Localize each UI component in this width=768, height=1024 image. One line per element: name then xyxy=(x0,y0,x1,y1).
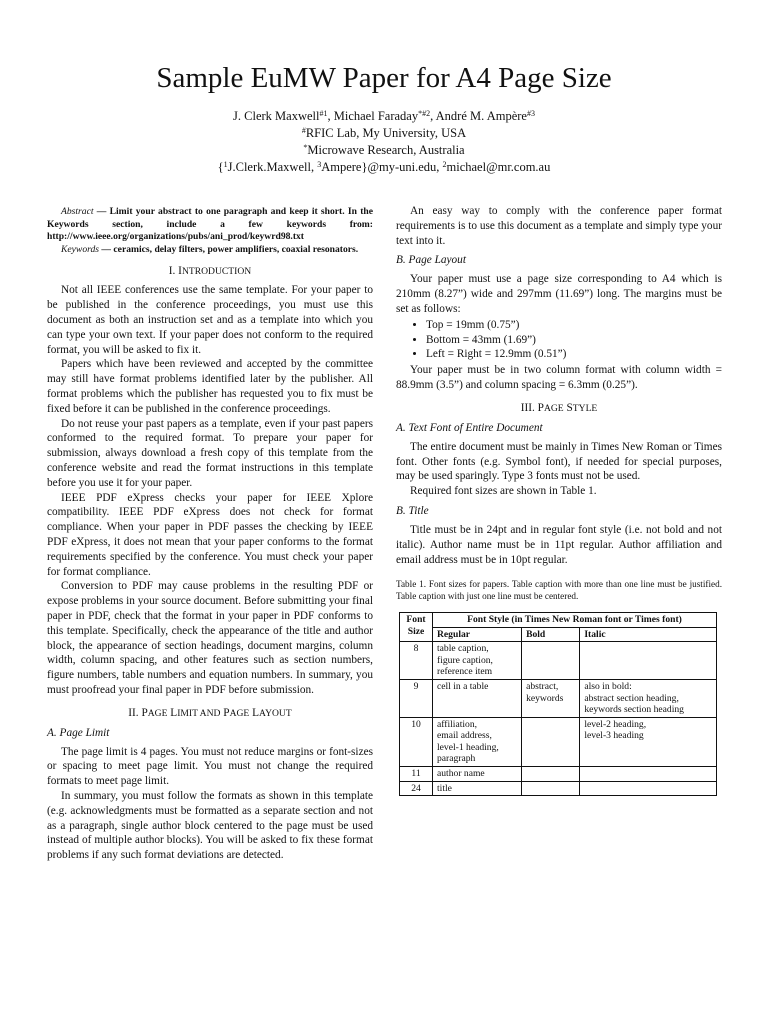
paragraph: Papers which have been reviewed and accepted by the committee may still have format problems identified later by the publisher. All format problems which the publisher has requested you to fix must be fixed before it can be published in the conference proceedings. xyxy=(47,358,373,415)
table-row xyxy=(400,679,717,717)
paper-title: Sample EuMW Paper for A4 Page Size xyxy=(156,62,612,94)
cell-regular xyxy=(433,781,522,796)
table-subheader-row xyxy=(400,627,717,642)
subsection-heading-page-layout: B. Page Layout xyxy=(396,254,466,267)
paragraph: Required font sizes are shown in Table 1. xyxy=(410,485,597,498)
paragraph: The entire document must be mainly in Times New Roman or Times font. Other fonts (e.g. Symbol font), if needed for special purposes, may be used sparingly. Type 3 fonts must not be used. xyxy=(396,440,722,483)
cell-regular xyxy=(433,717,522,766)
cell-regular xyxy=(433,767,522,782)
subsection-heading-text-font: A. Text Font of Entire Document xyxy=(396,421,543,434)
cell-italic xyxy=(580,781,717,796)
author-block xyxy=(0,108,768,176)
cell-italic xyxy=(580,642,717,680)
affiliation-1: #RFIC Lab, My University, USA xyxy=(301,126,467,140)
cell-font-size: 9 xyxy=(400,679,433,717)
paragraph: Title must be in 24pt and in regular font style (i.e. not bold and not italic). Author name must be in 11pt regular. Author affiliation and email address must be in 10pt regular. xyxy=(396,523,722,566)
cell-text: author name xyxy=(437,768,485,780)
cell-text: keywords xyxy=(526,692,564,704)
table-caption: Table 1. Font sizes for papers. Table caption with more than one line must be justified. Table caption with just one line must be centered. xyxy=(396,579,722,602)
author-3-mark: #3 xyxy=(526,109,535,118)
paragraph: IEEE PDF eXpress checks your paper for IEEE Xplore compatibility. IEEE PDF eXpress does not check for format compliance. When your paper in PDF passes the checking by IEEE PDF eXpress, it does not mean that your paper conforms to the format requirements specified by the conference. You must check your paper for format compliance. xyxy=(47,491,373,578)
cell-bold xyxy=(522,767,580,782)
list-item: • Left = Right = 12.9mm (0.51”) xyxy=(426,347,722,362)
affiliation-2: *Microwave Research, Australia xyxy=(303,143,465,157)
cell-text: email address, xyxy=(437,730,492,742)
right-column xyxy=(396,204,722,796)
table-row xyxy=(400,767,717,782)
list-item: • Bottom = 43mm (1.69”) xyxy=(426,333,722,348)
cell-text: level-1 heading, xyxy=(437,741,499,753)
header-regular: Regular xyxy=(433,627,522,642)
cell-bold xyxy=(522,781,580,796)
cell-italic xyxy=(580,679,717,717)
paragraph: Do not reuse your past papers as a template, even if your past papers conformed to the required format. To prepare your paper for submission, always download a fresh copy of this template from the conference website and read the format instructions in this template before you use it for your paper. xyxy=(47,417,373,489)
section-heading-introduction: I. INTRODUCTION xyxy=(168,265,252,278)
author-3: André M. Ampère xyxy=(435,109,527,123)
cell-font-size: 10 xyxy=(400,717,433,766)
table-row xyxy=(400,642,717,680)
cell-font-size: 8 xyxy=(400,642,433,680)
cell-bold xyxy=(522,717,580,766)
font-size-table xyxy=(399,612,717,796)
left-column xyxy=(47,206,373,863)
author-emails: {$^1$J.Clerk.Maxwell, $^3$Ampere}@my-uni.edu, $^2$michael@mr.com.au xyxy=(217,160,551,174)
paragraph: The page limit is 4 pages. You must not reduce margins or font-sizes or spacing to meet page limit. You must not change the required formats to meet page limit. xyxy=(47,745,373,788)
subsection-heading-title: B. Title xyxy=(396,504,429,517)
author-names: J. Clerk Maxwell$^{\#1}$, Michael Faraday$^{*\#2}$, André M. Ampère$^{\#3}$ xyxy=(233,109,535,123)
paragraph: Not all IEEE conferences use the same template. For your paper to be published in the conference proceedings, you must use this document as both an instruction set and as a template into which you can type your own text. If your paper does not conform to the required format, you will be asked to fix it. xyxy=(47,284,373,356)
paragraph: Your paper must be in two column format with column width = 88.9mm (3.5”) and column spacing = 6.3mm (0.25”). xyxy=(396,364,722,391)
cell-text: abstract section heading, xyxy=(584,692,679,704)
cell-text: level-3 heading xyxy=(584,730,644,742)
cell-text: level-2 heading, xyxy=(584,718,647,730)
cell-bold xyxy=(522,642,580,680)
table-body xyxy=(400,642,717,796)
cell-text: table caption, xyxy=(437,643,489,655)
cell-font-size: 11 xyxy=(400,767,433,782)
keywords: Keywords — ceramics, delay filters, power amplifiers, coaxial resonators. xyxy=(61,243,359,255)
cell-text: affiliation, xyxy=(437,718,478,730)
paragraph: Conversion to PDF may cause problems in the resulting PDF or expose problems in your source document. Before submitting your final paper in PDF, check that the format in your paper in PDF conforms to this template. Specifically, check the appearance of the title and author block, the appearance of section headings, document margins, column width, column spacing, and other features such as section numbers, figure numbers, table numbers and equation numbers. In summary, you must proofread your final paper in PDF before submission. xyxy=(47,580,373,696)
list-item: • Top = 19mm (0.75”) xyxy=(426,318,722,333)
cell-text: paragraph xyxy=(437,753,476,765)
cell-text: figure caption, xyxy=(437,654,493,666)
header-font-style: Font Style (in Times New Roman font or Times font) xyxy=(433,612,717,627)
header-font-size: Font Size xyxy=(400,612,433,641)
cell-italic xyxy=(580,767,717,782)
cell-text: also in bold: xyxy=(584,680,632,692)
author-2-mark: *#2 xyxy=(418,109,431,118)
cell-text: cell in a table xyxy=(437,680,489,692)
author-2: Michael Faraday xyxy=(333,109,419,123)
cell-bold xyxy=(522,679,580,717)
paragraph: Your paper must use a page size corresponding to A4 which is 210mm (8.27”) wide and 297mm (11.69”) long. The margins must be set as follows: xyxy=(396,273,722,315)
paragraph: An easy way to comply with the conference paper format requirements is to use this document as a template and simply type your text into it. xyxy=(396,205,722,247)
margin-list xyxy=(396,318,722,362)
cell-italic xyxy=(580,717,717,766)
table-row xyxy=(400,781,717,796)
table-header-row xyxy=(400,612,717,627)
cell-font-size: 24 xyxy=(400,781,433,796)
header-italic: Italic xyxy=(580,627,717,642)
cell-regular xyxy=(433,642,522,680)
table-row xyxy=(400,717,717,766)
subsection-heading-page-limit: A. Page Limit xyxy=(47,726,110,739)
header-bold: Bold xyxy=(522,627,580,642)
paragraph: In summary, you must follow the formats as shown in this template (e.g. acknowledgments must be formatted as a separate section and not as a paragraph, single author block centered to the page must be used instead of multiple author blocks). You will be asked to fix these format problems if any such format deviations are detected. xyxy=(47,790,373,862)
cell-text: reference item xyxy=(437,666,493,678)
section-heading-page-limit-layout: II. PAGE LIMIT AND PAGE LAYOUT xyxy=(128,706,292,719)
author-1: J. Clerk Maxwell xyxy=(233,109,320,123)
author-1-mark: #1 xyxy=(319,109,328,118)
abstract: Abstract — Limit your abstract to one paragraph and keep it short. In the Keywords section, include a few keywords from: http://www.ieee.org/organizations/pubs/ani_prod/keywrd98.txt xyxy=(47,206,373,243)
section-heading-page-style: III. PAGE STYLE xyxy=(520,401,598,414)
cell-text: title xyxy=(437,782,452,794)
cell-text: keywords section heading xyxy=(584,704,684,716)
cell-regular xyxy=(433,679,522,717)
cell-text: abstract, xyxy=(526,680,559,692)
